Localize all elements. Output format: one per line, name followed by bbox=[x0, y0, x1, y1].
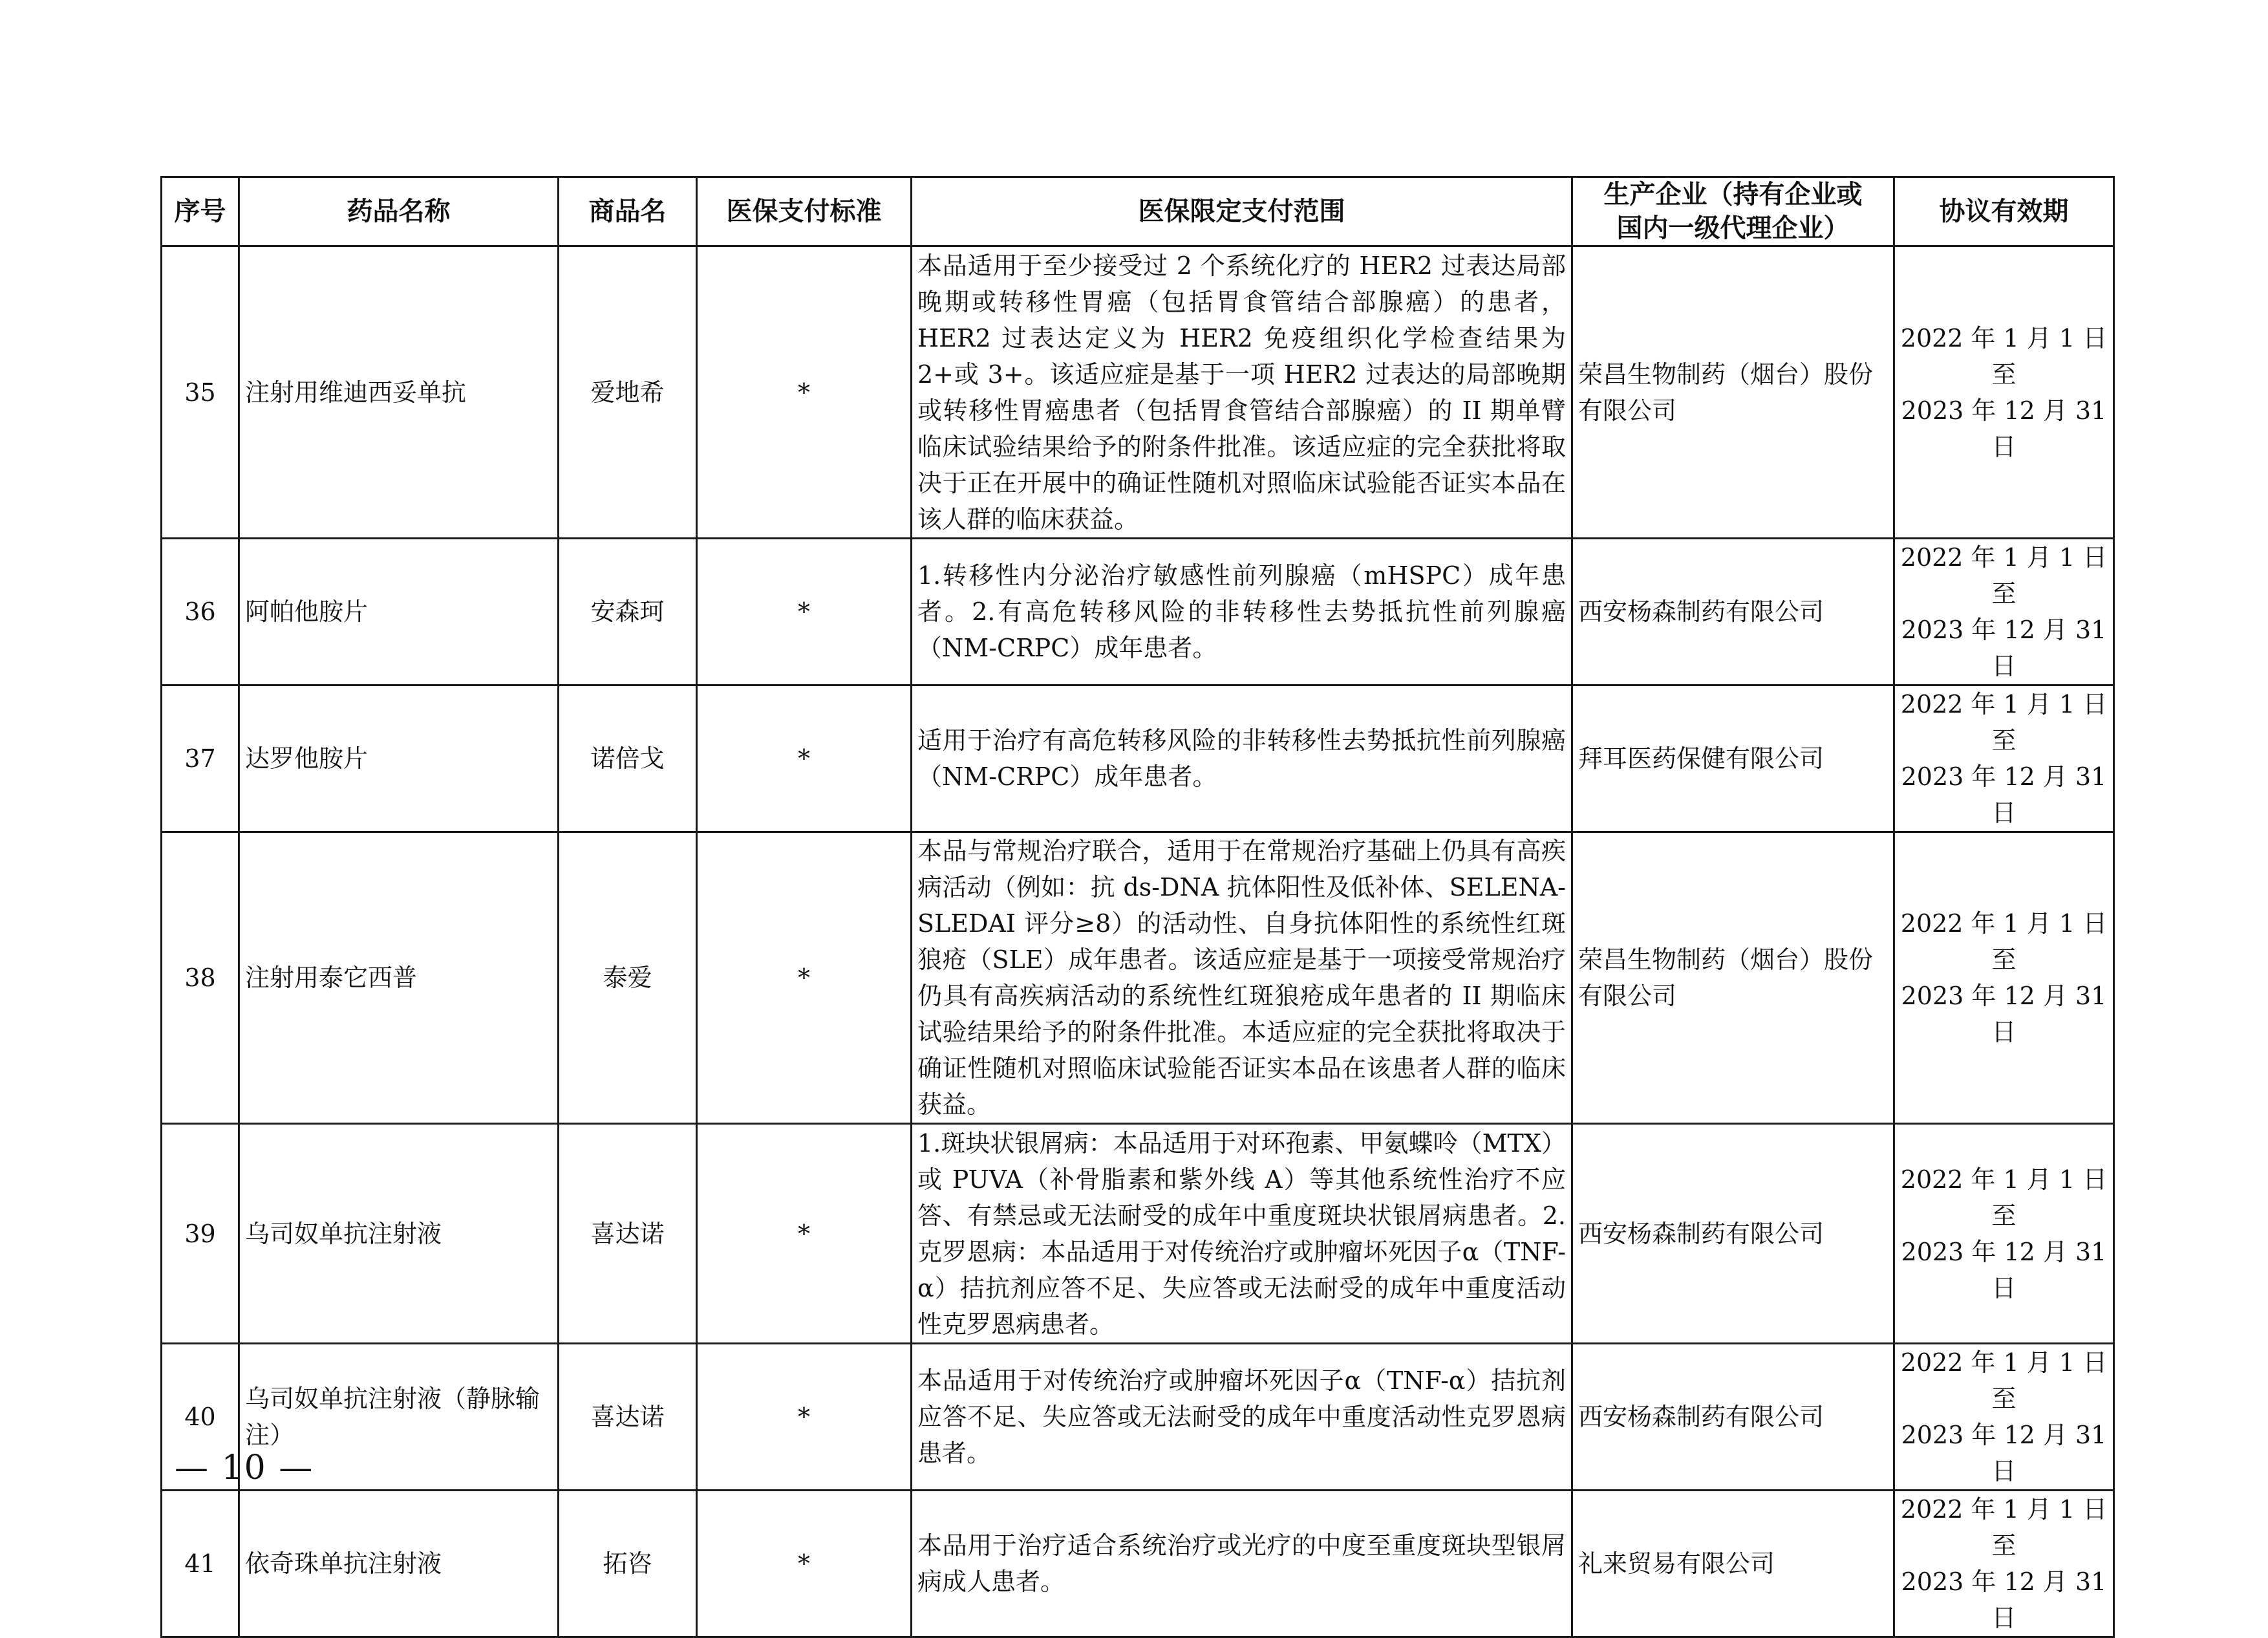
header-manufacturer: 生产企业（持有企业或国内一级代理企业） bbox=[1572, 177, 1894, 246]
row-agreement-period bbox=[1894, 1491, 2114, 1637]
row-manufacturer: 拜耳医药保健有限公司 bbox=[1572, 685, 1894, 832]
row-agreement-period bbox=[1894, 1344, 2114, 1491]
row-drug-name: 乌司奴单抗注射液（静脉输注） bbox=[239, 1344, 559, 1491]
table-row bbox=[162, 685, 2114, 832]
row-agreement-period bbox=[1894, 685, 2114, 832]
header-agreement-period: 协议有效期 bbox=[1894, 177, 2114, 246]
row-manufacturer: 荣昌生物制药（烟台）股份有限公司 bbox=[1572, 246, 1894, 539]
row-brand-name: 喜达诺 bbox=[559, 1124, 697, 1344]
period-start: 2022 年 1 月 1 日至 bbox=[1900, 1165, 2108, 1230]
row-payment-scope: 本品与常规治疗联合，适用于在常规治疗基础上仍具有高疾病活动（例如：抗 ds-DNA 抗体阳性及低补体、SELENA-SLEDAI 评分≥8）的活动性、自身抗体阳性的系统性红斑狼疮（SLE）成年患者。该适应症是基于一项接受常规治疗仍具有高疾病活动的系统性红斑狼疮成年患者的 II 期临床试验结果给予的附条件批准。本适应症的完全获批将取决于确证性随机对照临床试验能否证实本品在该患者人群的临床获益。 bbox=[912, 832, 1572, 1124]
row-payment-standard: * bbox=[697, 539, 912, 685]
row-payment-scope: 1.斑块状银屑病：本品适用于对环孢素、甲氨蝶呤（MTX）或 PUVA（补骨脂素和紫外线 A）等其他系统性治疗不应答、有禁忌或无法耐受的成年中重度斑块状银屑病患者。2.克罗恩病：本品适用于对传统治疗或肿瘤坏死因子α（TNF-α）拮抗剂应答不足、失应答或无法耐受的成年中重度活动性克罗恩病患者。 bbox=[912, 1124, 1572, 1344]
row-payment-standard: * bbox=[697, 685, 912, 832]
table-row bbox=[162, 539, 2114, 685]
row-drug-name: 依奇珠单抗注射液 bbox=[239, 1491, 559, 1637]
header-payment-scope: 医保限定支付范围 bbox=[912, 177, 1572, 246]
row-drug-name: 达罗他胺片 bbox=[239, 685, 559, 832]
table-row bbox=[162, 1124, 2114, 1344]
table-header-row bbox=[162, 177, 2114, 246]
header-no: 序号 bbox=[162, 177, 239, 246]
row-brand-name: 爱地希 bbox=[559, 246, 697, 539]
row-payment-standard: * bbox=[697, 1491, 912, 1637]
header-payment-standard: 医保支付标准 bbox=[697, 177, 912, 246]
period-start: 2022 年 1 月 1 日至 bbox=[1900, 1348, 2108, 1413]
table-row bbox=[162, 1491, 2114, 1637]
row-agreement-period bbox=[1894, 539, 2114, 685]
row-payment-scope: 本品用于治疗适合系统治疗或光疗的中度至重度斑块型银屑病成人患者。 bbox=[912, 1491, 1572, 1637]
row-payment-standard: * bbox=[697, 246, 912, 539]
row-payment-standard: * bbox=[697, 1344, 912, 1491]
row-drug-name: 阿帕他胺片 bbox=[239, 539, 559, 685]
period-end: 2023 年 12 月 31 日 bbox=[1901, 1237, 2107, 1302]
row-manufacturer: 荣昌生物制药（烟台）股份有限公司 bbox=[1572, 832, 1894, 1124]
period-start: 2022 年 1 月 1 日至 bbox=[1900, 909, 2108, 974]
table-row bbox=[162, 832, 2114, 1124]
row-no: 40 bbox=[162, 1344, 239, 1491]
row-payment-standard: * bbox=[697, 832, 912, 1124]
period-start: 2022 年 1 月 1 日至 bbox=[1900, 1495, 2108, 1560]
row-no: 36 bbox=[162, 539, 239, 685]
row-brand-name: 喜达诺 bbox=[559, 1344, 697, 1491]
row-payment-scope: 1.转移性内分泌治疗敏感性前列腺癌（mHSPC）成年患者。2.有高危转移风险的非转移性去势抵抗性前列腺癌（NM-CRPC）成年患者。 bbox=[912, 539, 1572, 685]
row-agreement-period bbox=[1894, 1124, 2114, 1344]
row-payment-scope: 本品适用于至少接受过 2 个系统化疗的 HER2 过表达局部晚期或转移性胃癌（包括胃食管结合部腺癌）的患者，HER2 过表达定义为 HER2 免疫组织化学检查结果为 2+或 3+。该适应症是基于一项 HER2 过表达的局部晚期或转移性胃癌患者（包括胃食管结合部腺癌）的 II 期单臂临床试验结果给予的附条件批准。该适应症的完全获批将取决于正在开展中的确证性随机对照临床试验能否证实本品在该人群的临床获益。 bbox=[912, 246, 1572, 539]
period-start: 2022 年 1 月 1 日至 bbox=[1900, 323, 2108, 389]
period-end: 2023 年 12 月 31 日 bbox=[1901, 1568, 2107, 1632]
row-brand-name: 安森珂 bbox=[559, 539, 697, 685]
period-start: 2022 年 1 月 1 日至 bbox=[1900, 690, 2108, 755]
drug-list-table bbox=[160, 176, 2115, 1638]
period-end: 2023 年 12 月 31 日 bbox=[1901, 982, 2107, 1046]
table-row bbox=[162, 246, 2114, 539]
row-brand-name: 泰爱 bbox=[559, 832, 697, 1124]
row-drug-name: 注射用泰它西普 bbox=[239, 832, 559, 1124]
row-no: 35 bbox=[162, 246, 239, 539]
period-end: 2023 年 12 月 31 日 bbox=[1901, 616, 2107, 680]
row-no: 37 bbox=[162, 685, 239, 832]
row-payment-scope: 适用于治疗有高危转移风险的非转移性去势抵抗性前列腺癌（NM-CRPC）成年患者。 bbox=[912, 685, 1572, 832]
row-no: 41 bbox=[162, 1491, 239, 1637]
table-row bbox=[162, 1344, 2114, 1491]
row-payment-scope: 本品适用于对传统治疗或肿瘤坏死因子α（TNF-α）拮抗剂应答不足、失应答或无法耐受的成年中重度活动性克罗恩病患者。 bbox=[912, 1344, 1572, 1491]
row-manufacturer: 西安杨森制药有限公司 bbox=[1572, 539, 1894, 685]
row-brand-name: 诺倍戈 bbox=[559, 685, 697, 832]
header-brand-name: 商品名 bbox=[559, 177, 697, 246]
row-agreement-period bbox=[1894, 246, 2114, 539]
row-manufacturer: 礼来贸易有限公司 bbox=[1572, 1491, 1894, 1637]
row-no: 38 bbox=[162, 832, 239, 1124]
row-payment-standard: * bbox=[697, 1124, 912, 1344]
row-drug-name: 乌司奴单抗注射液 bbox=[239, 1124, 559, 1344]
row-manufacturer: 西安杨森制药有限公司 bbox=[1572, 1124, 1894, 1344]
period-start: 2022 年 1 月 1 日至 bbox=[1900, 543, 2108, 608]
row-brand-name: 拓咨 bbox=[559, 1491, 697, 1637]
row-no: 39 bbox=[162, 1124, 239, 1344]
row-drug-name: 注射用维迪西妥单抗 bbox=[239, 246, 559, 539]
period-end: 2023 年 12 月 31 日 bbox=[1901, 1421, 2107, 1485]
period-end: 2023 年 12 月 31 日 bbox=[1901, 762, 2107, 827]
header-drug-name: 药品名称 bbox=[239, 177, 559, 246]
page-number: — 10 — bbox=[175, 1449, 314, 1487]
row-manufacturer: 西安杨森制药有限公司 bbox=[1572, 1344, 1894, 1491]
row-agreement-period bbox=[1894, 832, 2114, 1124]
period-end: 2023 年 12 月 31 日 bbox=[1901, 396, 2107, 461]
